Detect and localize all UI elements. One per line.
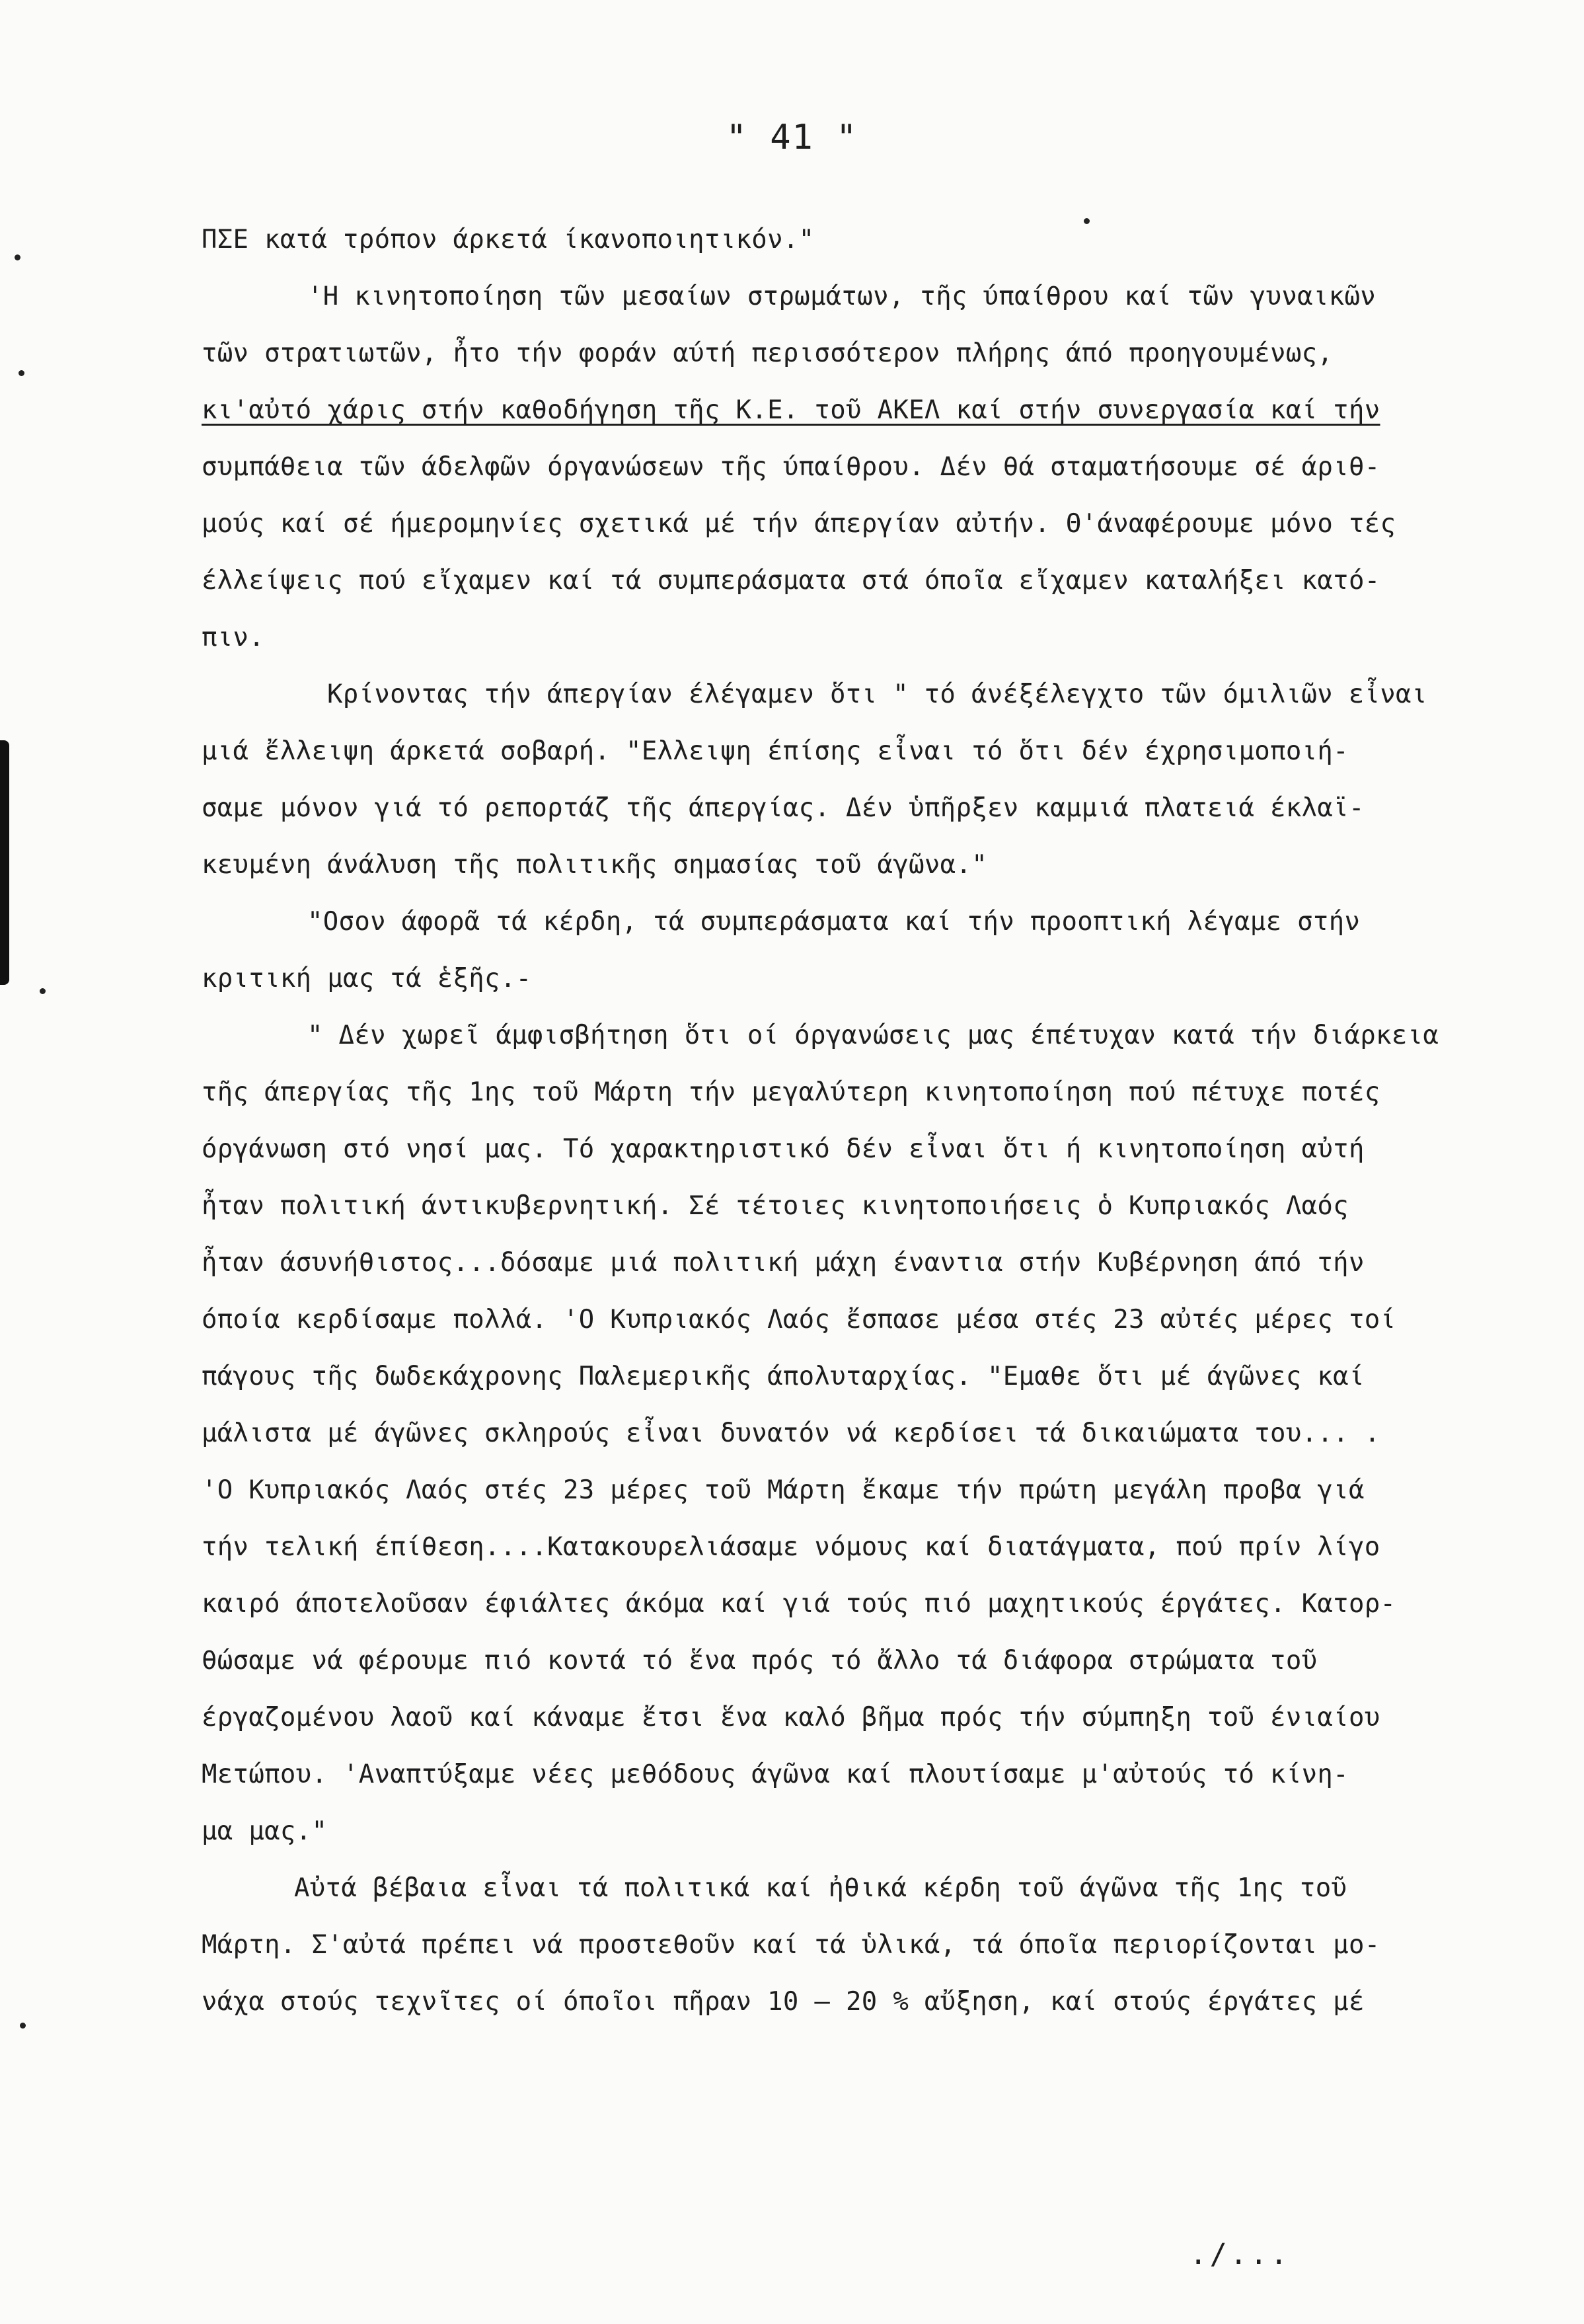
text-line: κευμένη άνάλυση τῆς πολιτικῆς σημασίας τοῦ άγῶνα." [202, 850, 987, 880]
text-line: νάχα στούς τεχνῖτες οί όποῖοι πῆραν 10 – 20 % αὔξηση, καί στούς έργάτες μέ [202, 1987, 1365, 2017]
scan-speck [40, 988, 46, 994]
scan-edge-shadow [0, 740, 9, 985]
text-line: έλλείψεις πού εἴχαμεν καί τά συμπεράσματα στά όποῖα εἴχαμεν καταλήξει κατό- [202, 566, 1380, 596]
text-line: πιν. [202, 623, 265, 652]
text-line: Μάρτη. Σ'αὐτά πρέπει νά προστεθοῦν καί τά ὑλικά, τά όποῖα περιορίζονται μο- [202, 1930, 1380, 1960]
text-line: καιρό άποτελοῦσαν έφιάλτες άκόμα καί γιά τούς πιό μαχητικούς έργάτες. Κατορ- [202, 1589, 1396, 1619]
text-line: σαμε μόνον γιά τό ρεπορτάζ τῆς άπεργίας. Δέν ὑπῆρξεν καμμιά πλατειά έκλαϊ- [202, 793, 1365, 823]
text-line-underlined: κι'αὐτό χάρις στήν καθοδήγηση τῆς Κ.Ε. τοῦ ΑΚΕΛ καί στήν συνεργασία καί τήν [202, 395, 1380, 425]
text-line: κριτική μας τά ἑξῆς.- [202, 964, 532, 993]
text-line: 'Η κινητοποίηση τῶν μεσαίων στρωμάτων, τῆς ύπαίθρου καί τῶν γυναικῶν [307, 282, 1377, 311]
text-line: μιά ἔλλειψη άρκετά σοβαρή. "Ελλειψη έπίσης εἶναι τό ὅτι δέν έχρησιμοποιή- [202, 736, 1349, 766]
text-line: μα μας." [202, 1816, 328, 1846]
text-line: 'Ο Κυπριακός Λαός στές 23 μέρες τοῦ Μάρτη ἔκαμε τήν πρώτη μεγάλη προβα γιά [202, 1475, 1365, 1505]
text-line: ΠΣΕ κατά τρόπον άρκετά ίκανοποιητικόν." [202, 225, 815, 254]
text-line: μούς καί σέ ήμερομηνίες σχετικά μέ τήν άπεργίαν αὐτήν. Θ'άναφέρουμε μόνο τές [202, 509, 1396, 539]
text-line: θώσαμε νά φέρουμε πιό κοντά τό ἕνα πρός τό ἄλλο τά διάφορα στρώματα τοῦ [202, 1646, 1318, 1676]
text-line: όργάνωση στό νησί μας. Τό χαρακτηριστικό δέν εἶναι ὅτι ή κινητοποίηση αὐτή [202, 1134, 1365, 1164]
text-line: Μετώπου. 'Αναπτύξαμε νέες μεθόδους άγῶνα καί πλουτίσαμε μ'αὐτούς τό κίνη- [202, 1760, 1349, 1789]
scan-speck [15, 254, 20, 260]
text-line: " Δέν χωρεῖ άμφισβήτηση ὅτι οί όργανώσεις μας έπέτυχαν κατά τήν διάρκεια [307, 1021, 1439, 1050]
page-number: " 41 " [726, 118, 858, 157]
text-line: μάλιστα μέ άγῶνες σκληρούς εἶναι δυνατόν νά κερδίσει τά δικαιώματα του... . [202, 1418, 1380, 1448]
text-line: Αὐτά βέβαια εἶναι τά πολιτικά καί ἠθικά κέρδη τοῦ άγῶνα τῆς 1ης τοῦ [294, 1873, 1347, 1903]
text-line: τῆς άπεργίας τῆς 1ης τοῦ Μάρτη τήν μεγαλύτερη κινητοποίηση πού πέτυχε ποτές [202, 1077, 1380, 1107]
text-line: ἦταν πολιτική άντικυβερνητική. Σέ τέτοιες κινητοποιήσεις ὁ Κυπριακός Λαός [202, 1191, 1349, 1221]
continuation-mark: ./... [1189, 2237, 1291, 2271]
text-line: τῶν στρατιωτῶν, ἦτο τήν φοράν αύτή περισσότερον πλήρης άπό προηγουμένως, [202, 338, 1334, 368]
body-text [202, 212, 1517, 2031]
scan-speck [20, 2023, 26, 2029]
scan-speck [19, 370, 24, 376]
text-line: Κρίνοντας τήν άπεργίαν έλέγαμεν ὅτι " τό άνέξέλεγχτο τῶν όμιλιῶν εἶναι [327, 679, 1427, 709]
text-line: τήν τελική έπίθεση....Κατακουρελιάσαμε νόμους καί διατάγματα, πού πρίν λίγο [202, 1532, 1380, 1562]
text-line: έργαζομένου λαοῦ καί κάναμε ἔτσι ἕνα καλό βῆμα πρός τήν σύμπηξη τοῦ ένιαίου [202, 1703, 1380, 1732]
text-line: "Οσον άφορᾶ τά κέρδη, τά συμπεράσματα καί τήν προοπτική λέγαμε στήν [307, 907, 1361, 937]
text-line: όποία κερδίσαμε πολλά. 'Ο Κυπριακός Λαός ἔσπασε μέσα στές 23 αὐτές μέρες τοί [202, 1305, 1396, 1335]
text-line: συμπάθεια τῶν άδελφῶν όργανώσεων τῆς ύπαίθρου. Δέν θά σταματήσουμε σέ άριθ- [202, 452, 1380, 482]
text-line: ἦταν άσυνήθιστος...δόσαμε μιά πολιτική μάχη έναντια στήν Κυβέρνηση άπό τήν [202, 1248, 1365, 1278]
text-line: πάγους τῆς δωδεκάχρονης Παλεμερικῆς άπολυταρχίας. "Εμαθε ὅτι μέ άγῶνες καί [202, 1362, 1365, 1391]
